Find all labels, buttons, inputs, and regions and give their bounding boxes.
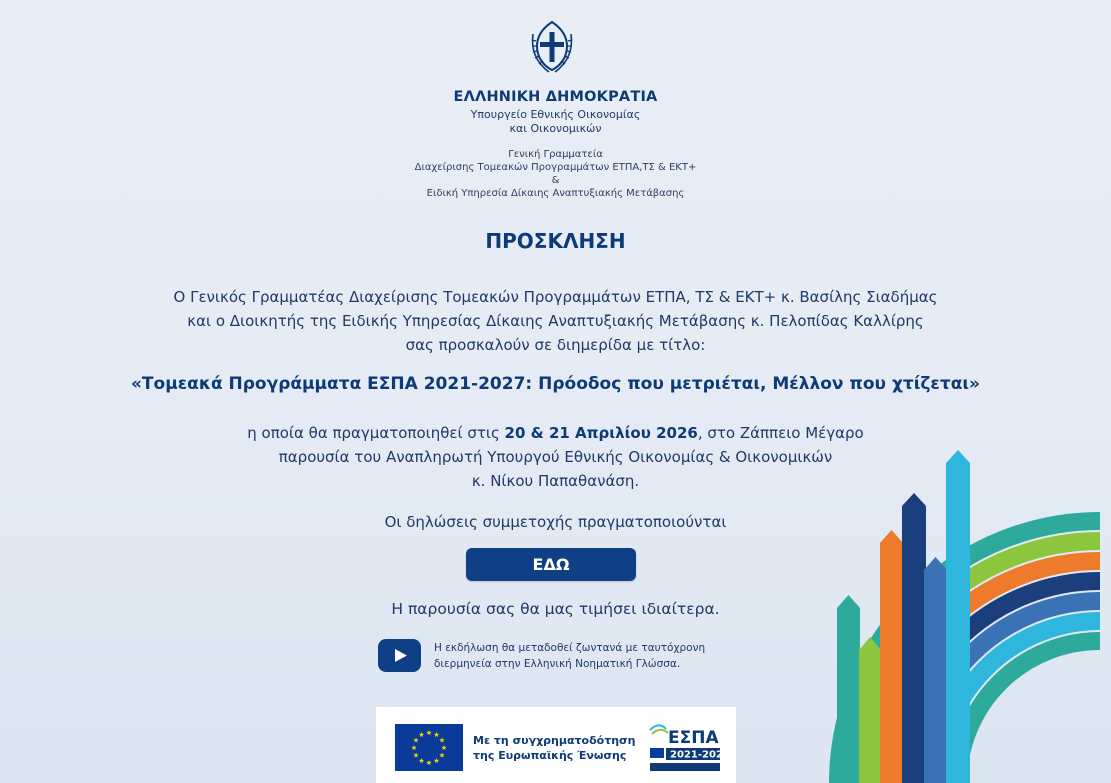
eu-star: ★ xyxy=(418,731,425,740)
eu-star: ★ xyxy=(425,729,433,737)
secretariat-line-4: Ειδική Υπηρεσία Δίκαιης Αναπτυξιακής Μετάβασης xyxy=(426,188,685,199)
details-prefix: η οποία θα πραγματοποιηθεί στις xyxy=(247,424,505,442)
ministry-line-2: και Οικονομικών xyxy=(509,122,602,135)
bar-green xyxy=(859,637,881,783)
bar-orange xyxy=(880,530,903,783)
bar-blue xyxy=(924,557,947,783)
cofunding-line-1: Με τη συγχρηματοδότηση xyxy=(473,734,636,747)
funding-footer xyxy=(376,707,736,783)
honor-text: Η παρουσία σας θα μας τιμήσει ιδιαίτερα. xyxy=(391,600,720,618)
republic-title: ΕΛΛΗΝΙΚΗ ΔΗΜΟΚΡΑΤΙΑ xyxy=(453,89,658,105)
bar-navy xyxy=(902,493,926,783)
youtube-play-icon[interactable] xyxy=(378,639,421,672)
eu-star: ★ xyxy=(440,744,448,752)
cofunding-line-2: της Ευρωπαϊκής Ένωσης xyxy=(473,749,627,762)
bar-teal xyxy=(837,595,860,783)
eu-star: ★ xyxy=(410,744,418,752)
espa-logo xyxy=(648,722,730,774)
eu-star: ★ xyxy=(433,756,440,765)
event-details-line-3: κ. Νίκου Παπαθανάση. xyxy=(471,472,640,490)
eu-star: ★ xyxy=(438,736,446,745)
espa-name: ΕΣΠΑ xyxy=(668,728,719,748)
invitation-paragraph-line-1: Ο Γενικός Γραμματέας Διαχείρισης Τομεακών Προγραμμάτων ΕΤΠΑ, ΤΣ & ΕΚΤ+ κ. Βασίλης Σιαδήμας xyxy=(173,288,938,306)
registration-here-button[interactable]: ΕΔΩ xyxy=(466,548,636,581)
ministry-line-1: Υπουργείο Εθνικής Οικονομίας xyxy=(470,108,641,121)
eu-star: ★ xyxy=(438,751,446,760)
invitation-paragraph-line-3: σας προσκαλούν σε διημερίδα με τίτλο: xyxy=(405,336,706,354)
eu-flag-icon xyxy=(395,724,463,771)
eu-star: ★ xyxy=(412,736,420,745)
bar-cyan xyxy=(946,450,970,783)
invitation-paragraph-line-2: και ο Διοικητής της Ειδικής Υπηρεσίας Δίκαιης Αναπτυξιακής Μετάβασης κ. Πελοπίδας Καλλίρης xyxy=(187,312,924,330)
eu-star: ★ xyxy=(412,751,420,760)
invitation-title: ΠΡΟΣΚΛΗΣΗ xyxy=(485,229,626,253)
live-stream-line-2: διερμηνεία στην Ελληνική Νοηματική Γλώσσα. xyxy=(434,658,681,670)
secretariat-line-3: & xyxy=(551,175,560,186)
registration-text: Οι δηλώσεις συμμετοχής πραγματοποιούνται xyxy=(384,513,727,531)
event-details-line-2: παρουσία του Αναπληρωτή Υπουργού Εθνικής Οικονομίας & Οικονομικών xyxy=(278,448,833,466)
eu-star: ★ xyxy=(433,731,440,740)
eu-star: ★ xyxy=(425,759,433,767)
live-stream-line-1: Η εκδήλωση θα μεταδοθεί ζωντανά με ταυτόχρονη xyxy=(434,642,706,654)
secretariat-line-2: Διαχείρισης Τομεακών Προγραμμάτων ΕΤΠΑ,ΤΣ & ΕΚΤ+ xyxy=(414,162,697,173)
details-suffix: , στο Ζάππειο Μέγαρο xyxy=(697,424,864,442)
secretariat-line-1: Γενική Γραμματεία xyxy=(508,149,603,160)
event-title: «Τομεακά Προγράμματα ΕΣΠΑ 2021-2027: Πρόοδος που μετριέται, Μέλλον που χτίζεται» xyxy=(130,374,981,394)
decorative-bars-graphic xyxy=(800,440,1111,783)
greek-coat-of-arms-icon xyxy=(529,18,575,74)
espa-years: 2021-2027 xyxy=(670,749,730,761)
eu-star: ★ xyxy=(418,756,425,765)
event-date: 20 & 21 Απριλίου 2026 xyxy=(504,424,698,442)
